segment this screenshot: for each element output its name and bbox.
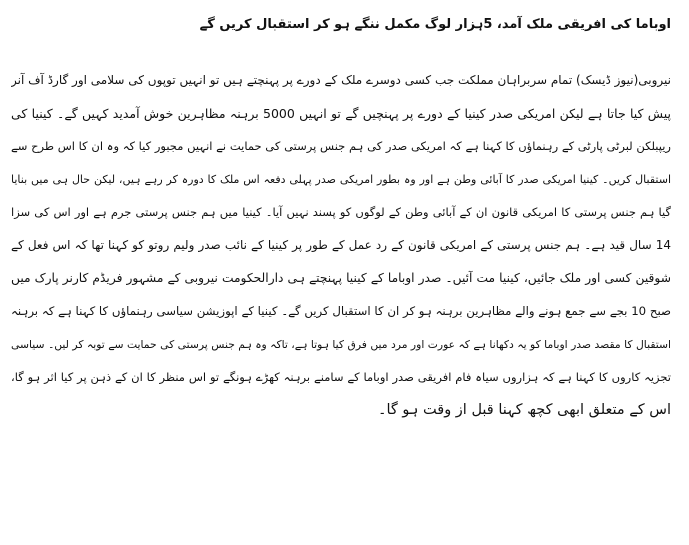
article-line: گیا ہم جنس پرستی کا امریکی قانون ان کے آبائی وطن کے لوگوں کو پسند نہیں آیا۔ کینیا میں ہم جنس پرستی جرم ہے اور اس کی سزا	[11, 205, 671, 219]
article-line: استقبال کا مقصد صدر اوباما کو یہ دکھانا ہے کہ عورت اور مرد میں فرق کیا ہوتا ہے، تاکہ وہ ہم جنس پرستی کی حمایت سے توبہ کر لیں۔ سیاسی	[11, 338, 671, 351]
article-line: شوقین کسی اور ملک جائیں، کینیا مت آئیں۔ صدر اوباما کے کینیا پہنچتے ہی دارالحکومت نیروبی کے مشہور فریڈم کارنر پارک میں	[11, 271, 671, 285]
article-line: اس کے متعلق ابھی کچھ کہنا قبل از وقت ہو گا۔	[378, 402, 671, 418]
article-line: پیش کیا جاتا ہے لیکن امریکی صدر کینیا کے دورے پر پہنچیں گے تو انہیں 5000 برہنہ مظاہرین خوش آمدید کہیں گے۔ کینیا کی	[11, 106, 671, 121]
article-line: استقبال کریں۔ کینیا امریکی صدر کا آبائی وطن ہے اور وہ بطور امریکی صدر پہلی دفعہ اس ملک کا دورہ کر رہے ہیں، لیکن حال ہی میں بنایا	[11, 173, 671, 186]
article-headline: اوباما کی افریقی ملک آمد، 5ہزار لوگ مکمل ننگے ہو کر استقبال کریں گے	[199, 17, 671, 32]
article-body	[11, 64, 671, 427]
article-line: ریپبلکن لبرٹی پارٹی کے رہنماؤں کا کہنا ہے کہ امریکی صدر کی ہم جنس پرستی کی حمایت نے انہیں مجبور کیا کہ وہ ان کا اس طرح سے	[11, 139, 671, 153]
article-line: 14 سال قید ہے۔ ہم جنس پرستی کے امریکی قانون کے رد عمل کے طور پر کینیا کے نائب صدر ولیم روتو کو کہنا تھا کہ اس فعل کے	[11, 238, 671, 252]
article-line: نیروبی(نیوز ڈیسک) تمام سربراہان مملکت جب کسی دوسرے ملک کے دورے پر پہنچتے ہیں تو انہیں توپوں کی سلامی اور گارڈ آف آنر	[11, 73, 671, 87]
article-line: تجزیہ کاروں کا کہنا ہے کہ ہزاروں سیاہ فام افریقی صدر اوباما کے سامنے برہنہ کھڑے ہونگے تو اس منظر کا ان کے ذہن پر کیا اثر ہو گا،	[11, 370, 671, 384]
article-line: صبح 10 بجے سے جمع ہونے والے مظاہرین برہنہ ہو کر ان کا استقبال کریں گے۔ کینیا کے اپوزیشن سیاسی رہنماؤں کا کہنا ہے کہ برہنہ	[11, 304, 671, 318]
